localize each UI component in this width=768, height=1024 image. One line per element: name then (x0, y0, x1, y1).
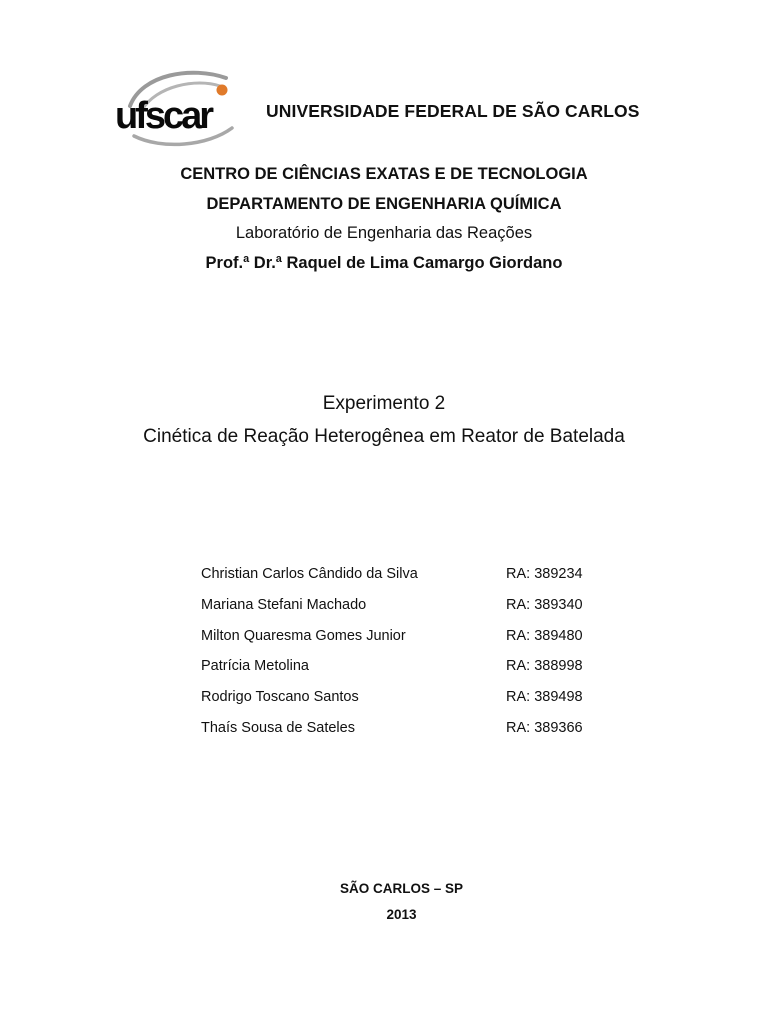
experiment-number: Experimento 2 (322, 393, 446, 414)
member-name: Christian Carlos Cândido da Silva (201, 566, 418, 582)
laboratory-name: Laboratório de Engenharia das Reações (235, 224, 533, 242)
member-name: Mariana Stefani Machado (201, 596, 367, 613)
report-footer (0, 876, 768, 928)
department-name: DEPARTAMENTO DE ENGENHARIA QUÍMICA (206, 194, 562, 213)
member-row (201, 686, 601, 717)
member-ra: RA: 388998 (506, 658, 583, 675)
center-name: CENTRO DE CIÊNCIAS EXATAS E DE TECNOLOGIA (180, 165, 588, 183)
members-list (201, 563, 601, 748)
report-year: 2013 (386, 907, 417, 922)
member-ra: RA: 389366 (506, 719, 583, 736)
member-name: Thaís Sousa de Sateles (201, 719, 355, 736)
university-name: UNIVERSIDADE FEDERAL DE SÃO CARLOS (266, 101, 640, 121)
member-name: Rodrigo Toscano Santos (201, 689, 359, 706)
report-title (0, 387, 768, 453)
member-row (201, 717, 601, 748)
member-ra: RA: 389234 (506, 566, 583, 582)
logo-wordmark: ufscar (115, 95, 212, 137)
institution-header (0, 160, 768, 278)
member-row (201, 594, 601, 625)
member-row (201, 655, 601, 686)
member-ra: RA: 389480 (506, 627, 583, 644)
member-ra: RA: 389340 (506, 596, 583, 613)
ufscar-logo-graphic (112, 66, 236, 152)
member-name: Milton Quaresma Gomes Junior (201, 627, 406, 644)
professor-name: Prof.ª Dr.ª Raquel de Lima Camargo Giordano (205, 253, 563, 272)
city-state: SÃO CARLOS – SP (339, 881, 464, 896)
ufscar-logo (112, 66, 236, 152)
member-name: Patrícia Metolina (201, 658, 309, 675)
member-ra: RA: 389498 (506, 689, 583, 706)
experiment-subject: Cinética de Reação Heterogênea em Reator de Batelada (143, 426, 625, 447)
member-row (201, 563, 601, 594)
member-row (201, 625, 601, 656)
